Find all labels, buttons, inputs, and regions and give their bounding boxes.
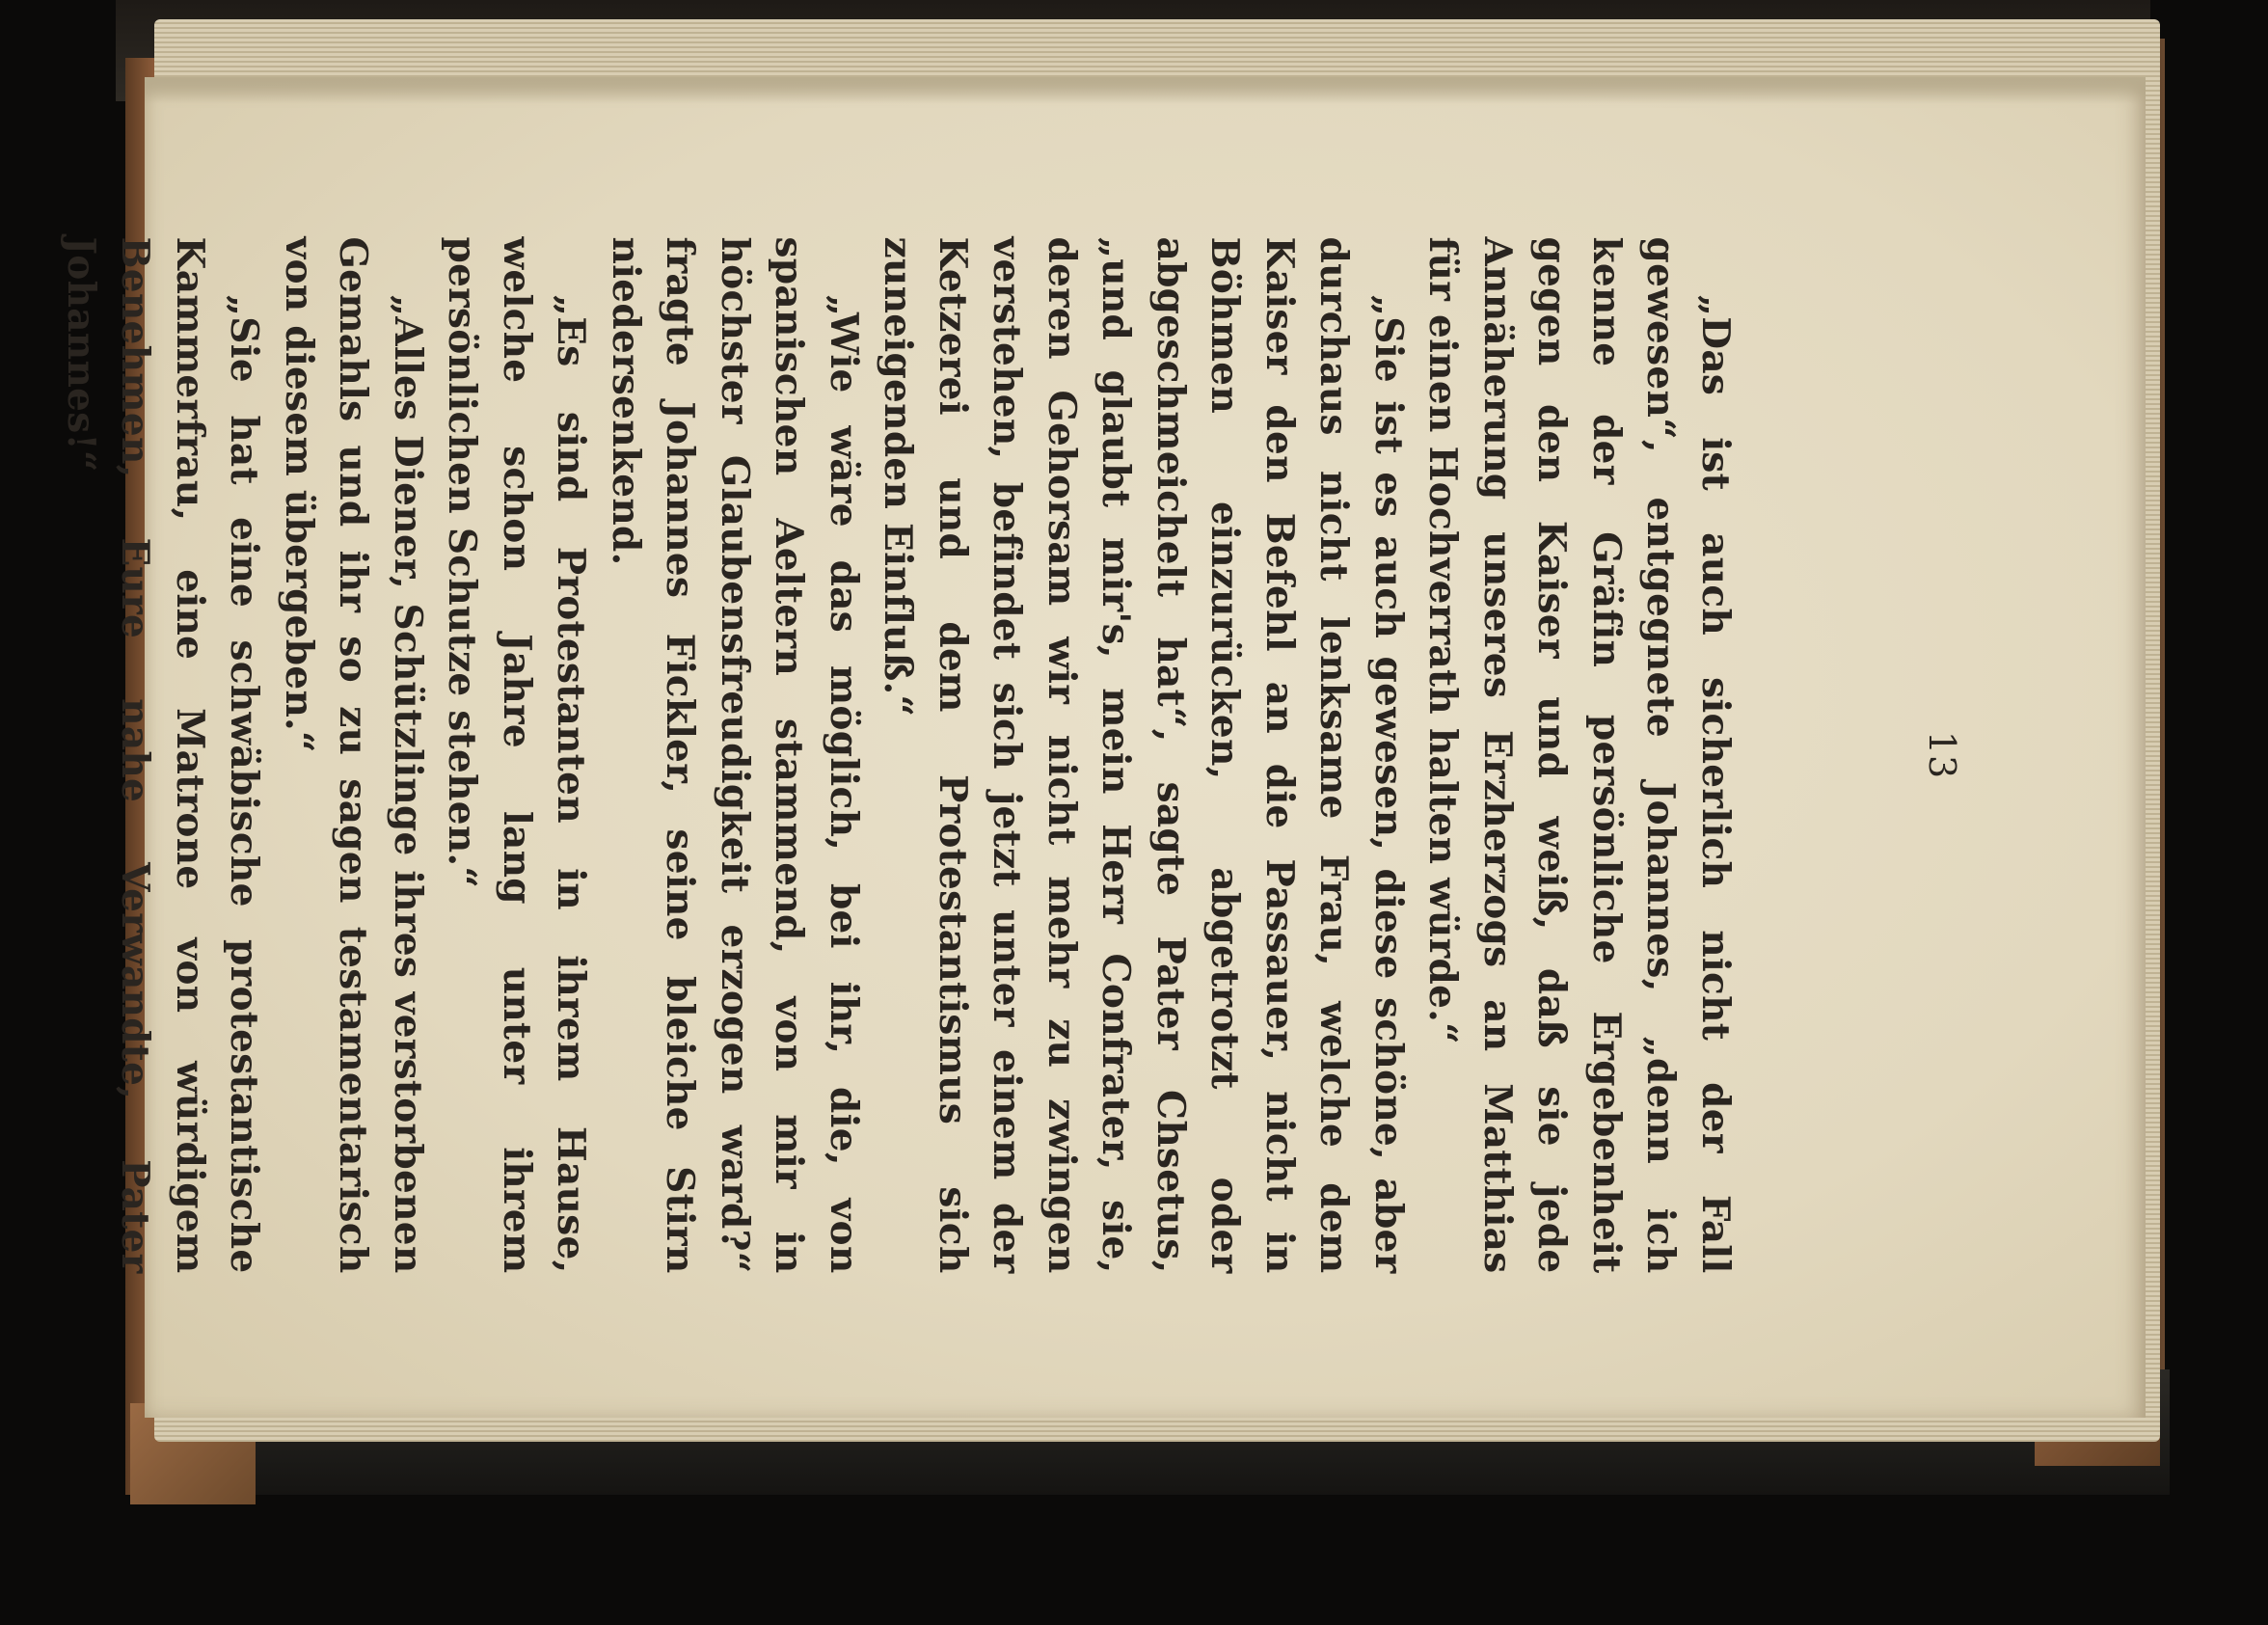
page-number: 13 [1921, 730, 1963, 780]
paragraph: „Wie wäre das möglich, bei ihr, die, von spanischen Aeltern stammend, von mir in höchster Glaubensfreudigkeit erzogen ward?“ fragte Johannes Fickler, seine bleiche Stirn niedersenkend. [604, 236, 866, 1274]
paragraph: „Sie ist es auch gewesen, diese schöne, aber durchaus nicht lenksame Frau, welche dem Kaiser den Befehl an die Passauer, nicht in Böhmen einzurücken, abgetrotzt oder abgeschmeichelt hat“, sagte Pater Chsetus, „und glaubt mir's, mein Herr Confrater, sie, deren Gehorsam wir nicht mehr zu zwingen verstehen, befindet sich jetzt unter einem der Ketzerei und dem Protestantismus sich zuneigenden Einfluß.“ [876, 236, 1411, 1274]
paragraph: „Sie hat eine schwäbische protestantische Kammerfrau, eine Matrone von würdigem Benehmen, Eure nahe Verwandte, Pater Johannes!“ [59, 236, 267, 1274]
paragraph: „Alles Diener, Schützlinge ihres verstorbenen Gemahls und ihr so zu sagen testamentarisch von diesem übergeben.“ [277, 236, 430, 1274]
page-text-block [59, 83, 2013, 1419]
paragraph: „Es sind Protestanten in ihrem Hause, welche schon Jahre lang unter ihrem persönlichen Schutze stehen.“ [440, 236, 594, 1274]
paragraph: „Das ist auch sicherlich nicht der Fall gewesen“, entgegnete Johannes, „denn ich kenne der Gräfin persönliche Ergebenheit gegen den Kaiser und weiß, daß sie jede Annäherung unseres Erzherzogs an Matthias für einen Hochverrath halten würde.“ [1420, 236, 1738, 1274]
